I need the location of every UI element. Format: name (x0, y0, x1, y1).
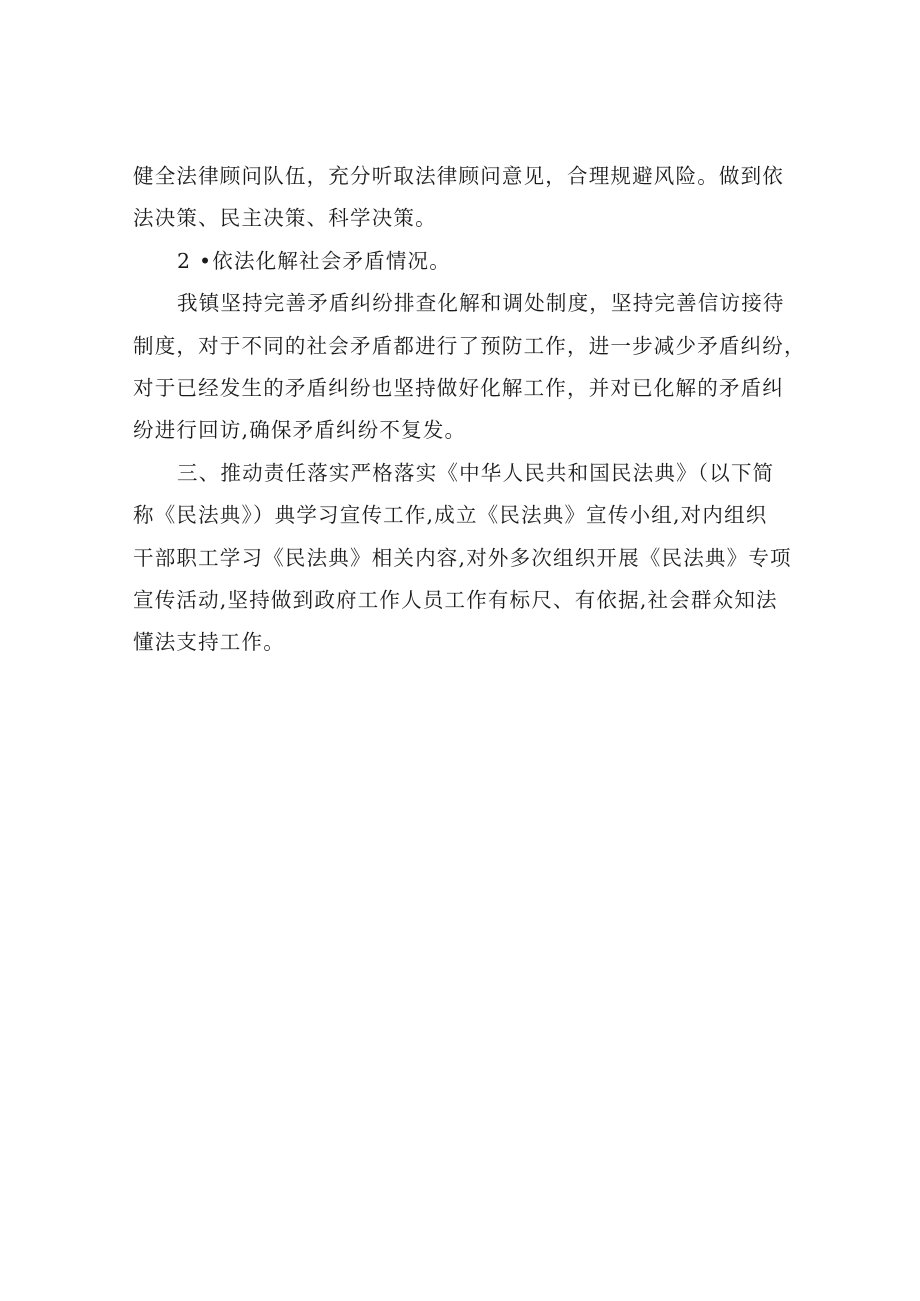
text-line: 我镇坚持完善矛盾纠纷排查化解和调处制度，坚持完善信访接待 (177, 291, 785, 316)
text-line: 干部职工学习《民法典》相关内容,对外多次组织开展《民法典》专项 (133, 545, 792, 570)
section-heading: 三、推动责任落实严格落实《中华人民共和国民法典》（以下简 (177, 460, 775, 485)
section-heading: 2 •依法化解社会矛盾情况。 (177, 248, 451, 273)
text-line: 称《民法典》）典学习宣传工作,成立《民法典》宣传小组,对内组织 (133, 503, 768, 528)
text-line: 宣传活动,坚持做到政府工作人员工作有标尺、有依据,社会群众知法 (133, 587, 778, 612)
text-line: 法决策、民主决策、科学决策。 (133, 206, 437, 231)
text-line: 制度，对于不同的社会矛盾都进行了预防工作，进一步减少矛盾纠纷， (133, 333, 806, 358)
document-body (133, 155, 806, 664)
text-line: 健全法律顾问队伍，充分听取法律顾问意见，合理规避风险。做到依 (133, 164, 784, 188)
text-line: 纷进行回访,确保矛盾纠纷不复发。 (133, 418, 467, 443)
text-line: 对于已经发生的矛盾纠纷也坚持做好化解工作，并对已化解的矛盾纠 (133, 375, 784, 400)
text-line: 懂法支持工作。 (133, 630, 285, 655)
